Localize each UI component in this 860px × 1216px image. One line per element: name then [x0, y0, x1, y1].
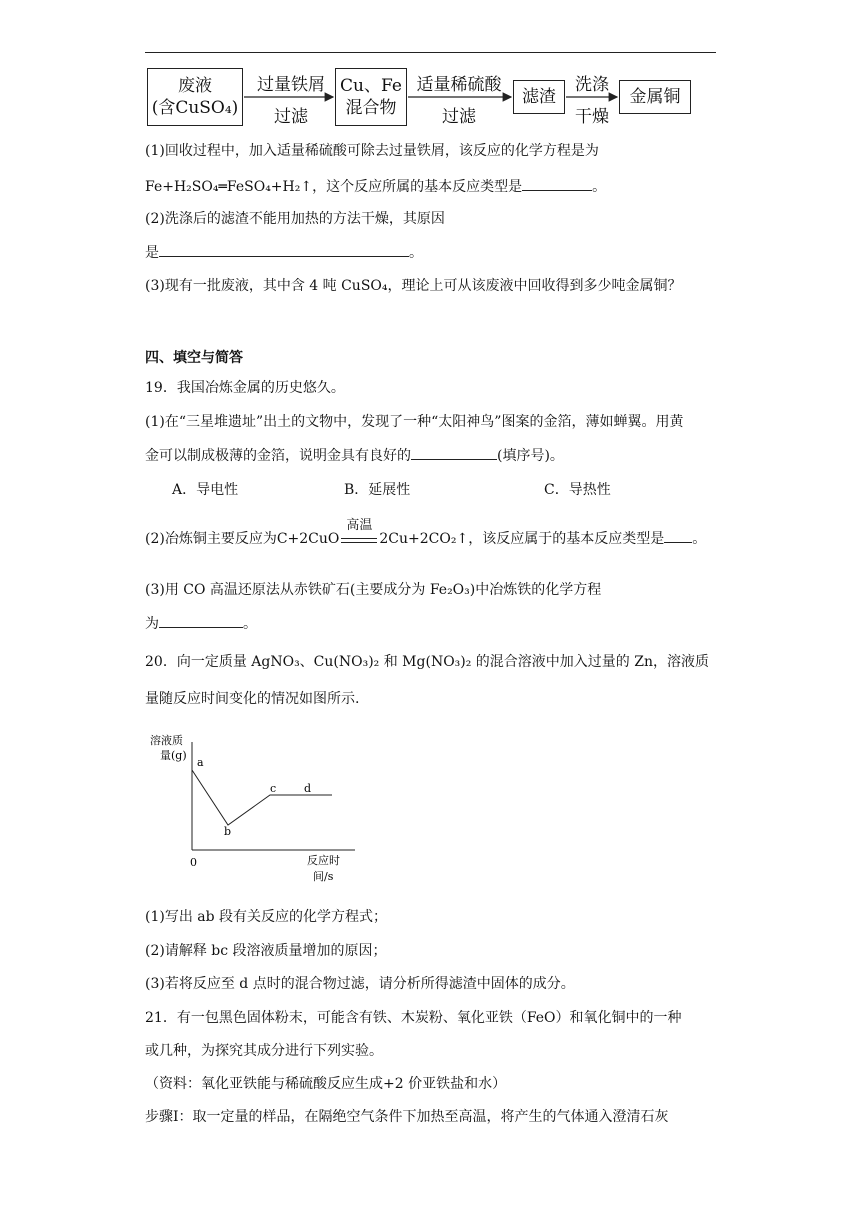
reaction-condition [339, 518, 379, 546]
q21-stem-line1: 21．有一包黑色固体粉末，可能含有铁、木炭粉、氧化亚铁（FeO）和氧化铜中的一种 [145, 1010, 682, 1026]
q20-part3: (3)若将反应至 d 点时的混合物过滤，请分析所得滤渣中固体的成分。 [145, 976, 575, 992]
q19-stem: 19．我国冶炼金属的历史悠久。 [145, 380, 345, 396]
mass-curve [192, 770, 332, 825]
condition-text: 高温 [346, 518, 373, 533]
q21-step1: 步骤Ⅰ：取一定量的样品，在隔绝空气条件下加热至高温，将产生的气体通入澄清石灰 [145, 1109, 669, 1125]
q19-option-b[interactable]: B．延展性 [344, 482, 411, 498]
q19-part1-text: 金可以制成极薄的金箔，说明金具有良好的 [145, 448, 411, 464]
q19-option-a[interactable]: A．导电性 [172, 482, 239, 498]
y-label: 溶液质 [150, 734, 183, 747]
graph-svg [150, 728, 360, 888]
flow-box-text: 滤渣 [522, 87, 556, 107]
flow-box-text: 混合物 [345, 98, 397, 118]
q19-option-c[interactable]: C．导热性 [544, 482, 611, 498]
q19-part1-line2 [145, 445, 564, 466]
answer-blank[interactable] [664, 528, 692, 543]
q20-stem-line1: 20．向一定质量 AgNO₃、Cu(NO₃)₂ 和 Mg(NO₃)₂ 的混合溶液中加入过量的 Zn，溶液质 [145, 654, 709, 670]
flow-step1-top: 过量铁屑 [257, 75, 325, 95]
q18-part3: (3)现有一批废液，其中含 4 吨 CuSO₄，理论上可从该废液中回收得到多少吨金属铜？ [145, 278, 682, 294]
equals-sign [341, 538, 377, 543]
q18-part2-line1: (2)洗涤后的滤渣不能用加热的方法干燥，其原因 [145, 211, 445, 227]
answer-blank[interactable] [159, 613, 243, 628]
q21-note: （资料：氧化亚铁能与稀硫酸反应生成+2 价亚铁盐和水） [145, 1076, 507, 1092]
x-label: 反应时 [307, 854, 340, 867]
q19-part3-line2 [145, 613, 257, 634]
q19-part2 [145, 518, 707, 549]
q19-part1-end: (填序号)。 [497, 448, 564, 464]
point-d-label: d [304, 782, 312, 795]
flow-step2-top: 适量稀硫酸 [416, 75, 502, 95]
q19-part1-line1: (1)在“三星堆遗址”出土的文物中，发现了一种“太阳神鸟”图案的金箔，薄如蝉翼。用黄 [145, 414, 684, 430]
answer-blank[interactable] [522, 176, 592, 191]
punct: 。 [243, 616, 257, 632]
mass-time-graph [150, 728, 360, 888]
q20-stem-line2: 量随反应时间变化的情况如图所示. [145, 691, 360, 707]
flow-box-text: Cu、Fe [340, 76, 402, 96]
q20-part1: (1)写出 ab 段有关反应的化学方程式； [145, 909, 388, 925]
q19-part2-text: 2Cu+2CO₂↑，该反应属于的基本反应类型是 [379, 531, 665, 547]
y-label: 量(g) [160, 749, 187, 762]
flow-arrows [147, 64, 692, 126]
q18-equation: Fe+H₂SO₄═FeSO₄+H₂↑ [145, 179, 313, 195]
q19-part3-text: 为 [145, 616, 159, 632]
flow-box-text: 废液 [178, 76, 212, 96]
answer-blank[interactable] [411, 445, 497, 460]
punct: 。 [692, 531, 707, 547]
flow-box-text: 金属铜 [629, 87, 681, 107]
q19-part3-line1: (3)用 CO 高温还原法从赤铁矿石(主要成分为 Fe₂O₃)中冶炼铁的化学方程 [145, 582, 602, 598]
q18-part1-text: ，这个反应所属的基本反应类型是 [312, 179, 523, 195]
point-b-label: b [224, 825, 232, 838]
header-rule [145, 52, 716, 53]
q21-stem-line2: 或几种，为探究其成分进行下列实验。 [145, 1043, 383, 1059]
process-flowchart [147, 64, 692, 126]
flow-step3-top: 洗涤 [575, 75, 609, 95]
flow-step1-bottom: 过滤 [274, 107, 308, 127]
q19-part2-text: (2)冶炼铜主要反应为C+2CuO [145, 531, 340, 547]
punct: 。 [592, 179, 607, 195]
q18-part1-line2 [145, 176, 606, 197]
q18-part2-text: 是 [145, 245, 159, 261]
answer-blank[interactable] [159, 242, 409, 257]
flow-step3-bottom: 干燥 [575, 107, 609, 127]
origin-label: 0 [190, 856, 197, 869]
section-title: 四、填空与简答 [145, 350, 243, 366]
flow-box-text: (含CuSO₄) [151, 98, 239, 118]
q18-part1-line1: (1)回收过程中，加入适量稀硫酸可除去过量铁屑，该反应的化学方程是为 [145, 143, 599, 159]
x-label: 间/s [313, 870, 334, 883]
flow-step2-bottom: 过滤 [442, 107, 476, 127]
point-c-label: c [270, 782, 277, 795]
q18-part2-line2 [145, 242, 423, 263]
point-a-label: a [197, 756, 204, 769]
q20-part2: (2)请解释 bc 段溶液质量增加的原因； [145, 943, 387, 959]
punct: 。 [409, 245, 423, 261]
